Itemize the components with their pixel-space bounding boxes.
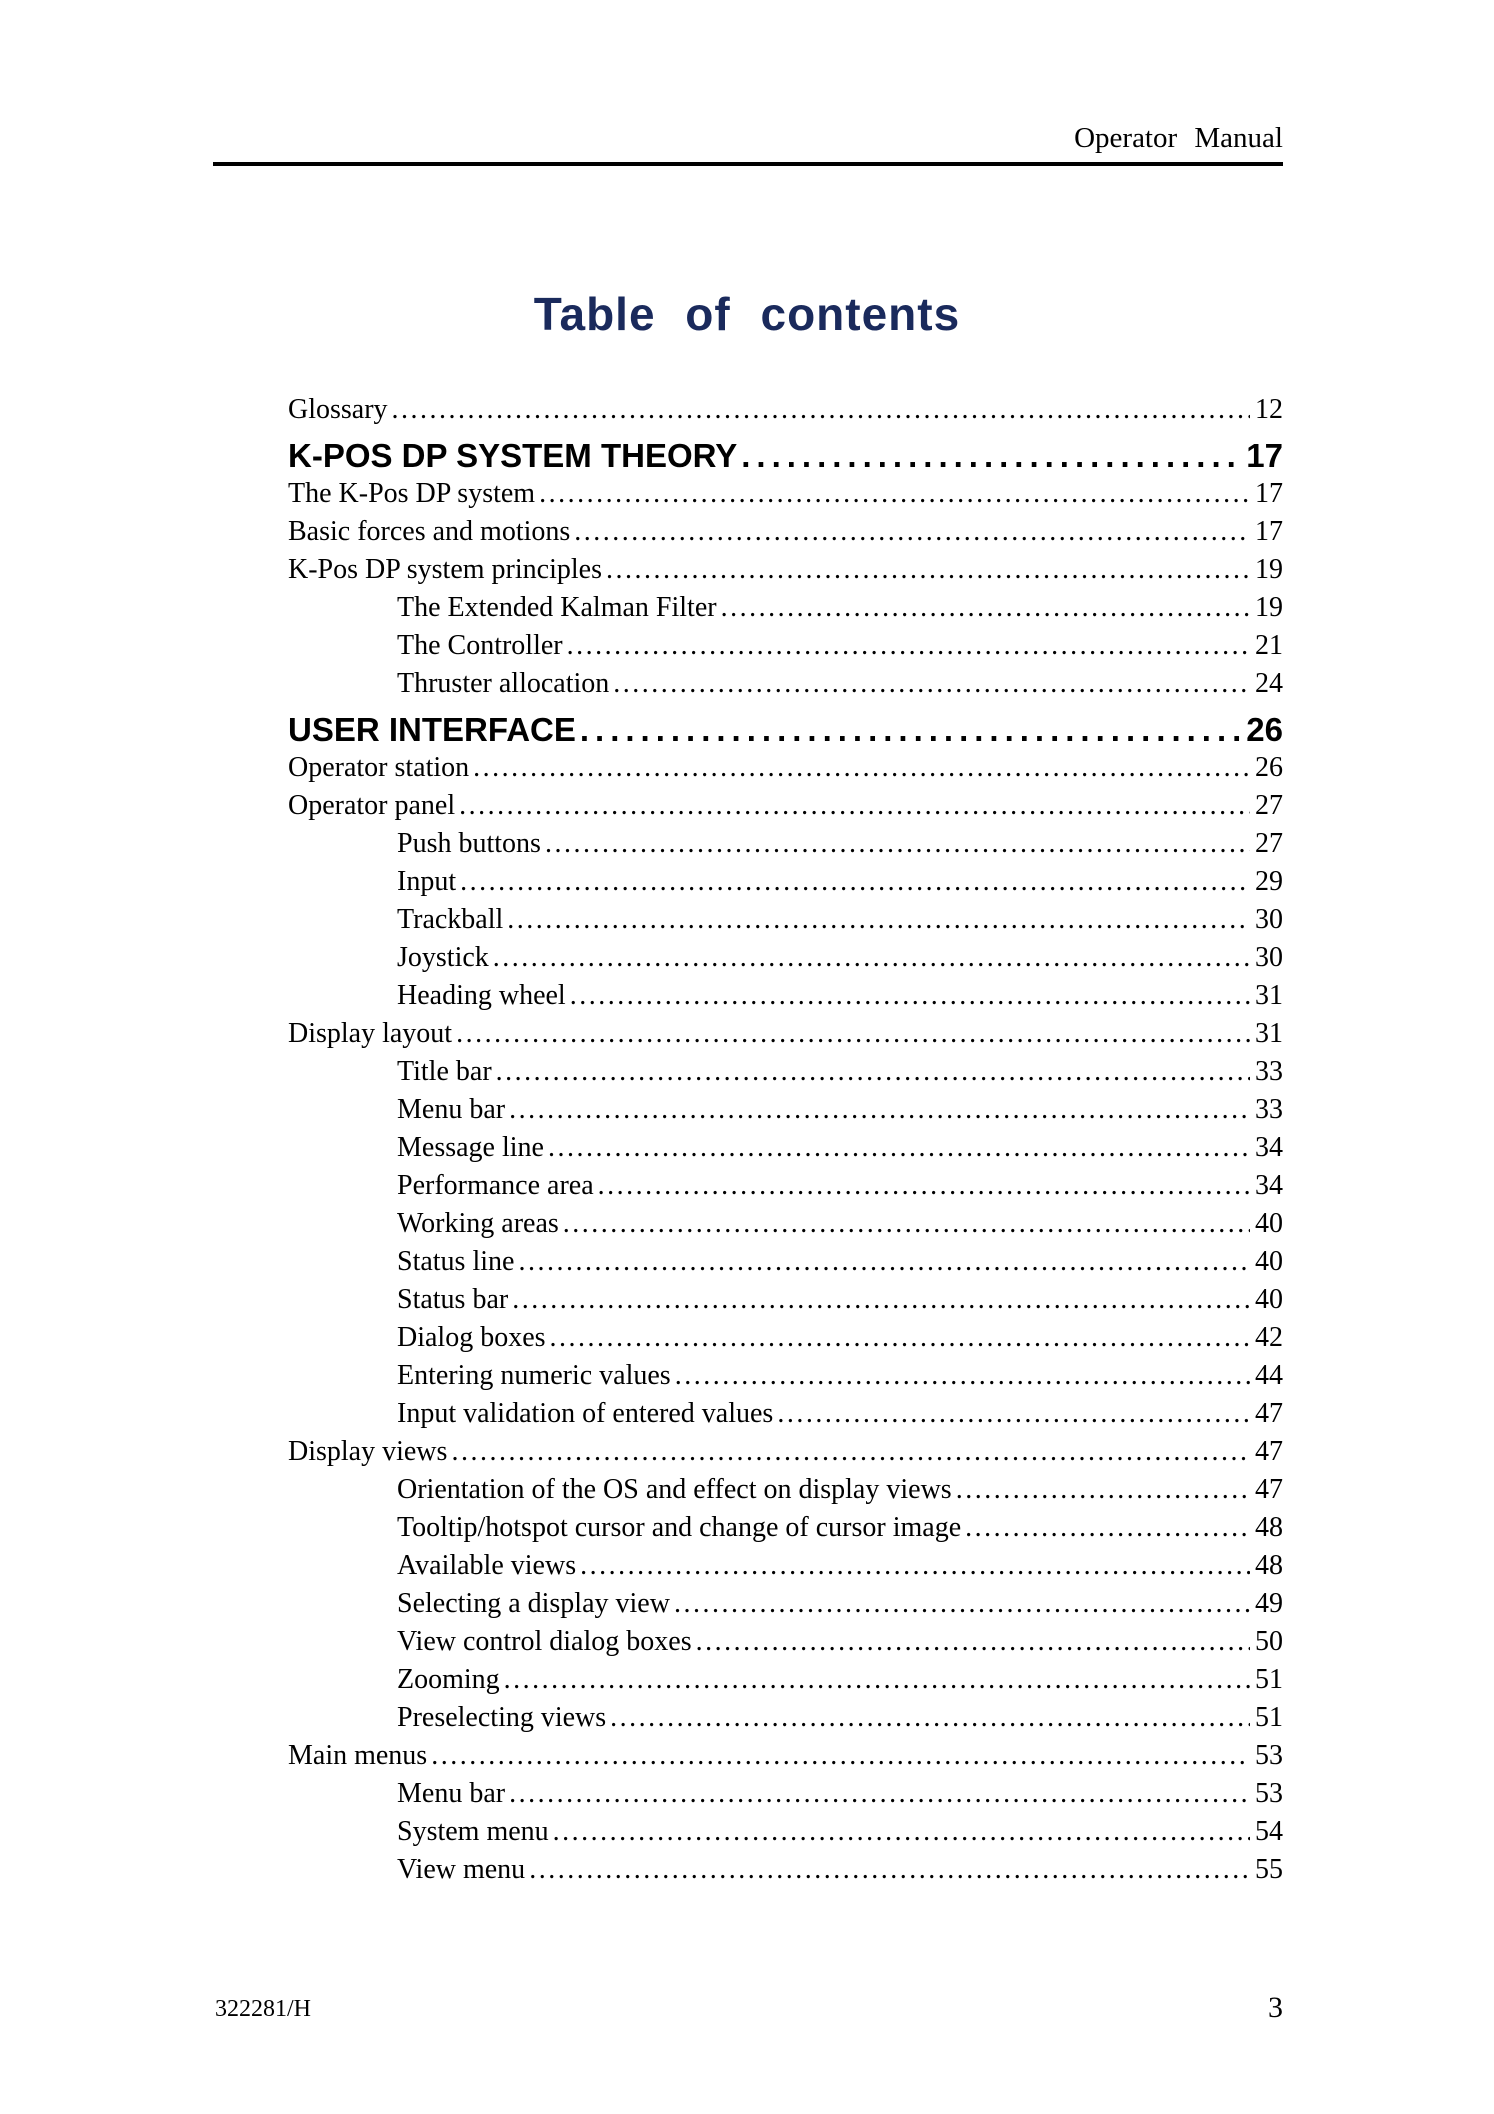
toc-entry: [288, 665, 1283, 703]
toc-entry: [288, 1851, 1283, 1889]
toc-entry-page: 33: [1255, 1094, 1283, 1125]
toc-entry-label: Title bar: [397, 1056, 492, 1087]
dot-leader: [674, 1585, 1250, 1623]
toc-entry: [288, 1661, 1283, 1699]
toc-entry-label: K-Pos DP system principles: [288, 554, 602, 585]
toc-entry-page: 51: [1255, 1702, 1283, 1733]
toc-entry-page: 55: [1255, 1854, 1283, 1885]
dot-leader: [741, 437, 1241, 475]
dot-leader: [459, 787, 1250, 825]
toc-entry-label: The Controller: [397, 630, 563, 661]
toc-entry-page: 48: [1255, 1550, 1283, 1581]
toc-entry: [288, 711, 1283, 749]
toc-entry-label: Input: [397, 866, 457, 897]
toc-entry: [288, 1547, 1283, 1585]
toc-entry: [288, 1167, 1283, 1205]
toc-entry: [288, 1395, 1283, 1433]
toc-entry-label: Selecting a display view: [397, 1588, 670, 1619]
toc-entry: [288, 1813, 1283, 1851]
toc-entry: [288, 1585, 1283, 1623]
toc-entry-label: The K-Pos DP system: [288, 478, 536, 509]
toc-entry-page: 51: [1255, 1664, 1283, 1695]
toc-entry-page: 47: [1255, 1398, 1283, 1429]
dot-leader: [956, 1471, 1250, 1509]
toc-entry-page: 29: [1255, 866, 1283, 897]
dot-leader: [675, 1357, 1250, 1395]
toc-entry-page: 12: [1255, 394, 1283, 425]
toc-entry: [288, 1091, 1283, 1129]
toc-entry-label: View control dialog boxes: [397, 1626, 692, 1657]
toc-entry-page: 19: [1255, 592, 1283, 623]
toc-entry-page: 48: [1255, 1512, 1283, 1543]
toc-entry-label: K-POS DP SYSTEM THEORY: [288, 437, 738, 474]
toc-entry-page: 40: [1255, 1208, 1283, 1239]
toc-entry: [288, 589, 1283, 627]
toc-entry-page: 33: [1255, 1056, 1283, 1087]
toc-entry-label: Joystick: [397, 942, 489, 973]
dot-leader: [473, 749, 1250, 787]
dot-leader: [580, 1547, 1250, 1585]
toc-entry-page: 34: [1255, 1132, 1283, 1163]
dot-leader: [553, 1813, 1250, 1851]
toc-entry-page: 24: [1255, 668, 1283, 699]
toc-entry: [288, 1319, 1283, 1357]
toc-entry-label: USER INTERFACE: [288, 711, 576, 748]
toc-entry-page: 47: [1255, 1436, 1283, 1467]
toc-entry: [288, 1623, 1283, 1661]
dot-leader: [965, 1509, 1250, 1547]
toc-entry: [288, 901, 1283, 939]
dot-leader: [721, 589, 1250, 627]
dot-leader: [539, 475, 1250, 513]
dot-leader: [696, 1623, 1250, 1661]
table-of-contents: [288, 391, 1283, 1889]
toc-entry-label: Glossary: [288, 394, 388, 425]
toc-entry-label: System menu: [397, 1816, 549, 1847]
toc-entry-label: Tooltip/hotspot cursor and change of cursor image: [397, 1512, 962, 1543]
toc-entry: [288, 1281, 1283, 1319]
toc-entry: [288, 1243, 1283, 1281]
toc-entry-label: Operator panel: [288, 790, 456, 821]
footer-page-number: 3: [1268, 1991, 1283, 2024]
toc-entry: [288, 1129, 1283, 1167]
page-title: Table of contents: [533, 288, 961, 340]
toc-entry: [288, 1775, 1283, 1813]
dot-leader: [548, 1129, 1250, 1167]
toc-entry: [288, 977, 1283, 1015]
toc-entry: [288, 1471, 1283, 1509]
toc-entry-page: 19: [1255, 554, 1283, 585]
toc-entry-label: Trackball: [397, 904, 504, 935]
toc-entry-page: 40: [1255, 1246, 1283, 1277]
toc-entry: [288, 1015, 1283, 1053]
toc-entry-page: 30: [1255, 942, 1283, 973]
toc-entry-page: 40: [1255, 1284, 1283, 1315]
dot-leader: [431, 1737, 1250, 1775]
dot-leader: [606, 551, 1250, 589]
dot-leader: [777, 1395, 1250, 1433]
footer-document-number: 322281/H: [215, 1996, 311, 2022]
dot-leader: [493, 939, 1250, 977]
dot-leader: [610, 1699, 1250, 1737]
toc-entry-page: 17: [1255, 478, 1283, 509]
toc-entry-page: 26: [1255, 752, 1283, 783]
toc-entry-label: Performance area: [397, 1170, 594, 1201]
toc-entry-label: Display views: [288, 1436, 448, 1467]
toc-entry-label: Heading wheel: [397, 980, 566, 1011]
toc-entry-label: Status line: [397, 1246, 515, 1277]
dot-leader: [460, 863, 1250, 901]
toc-entry-label: Display layout: [288, 1018, 453, 1049]
toc-entry-page: 54: [1255, 1816, 1283, 1847]
toc-entry-page: 44: [1255, 1360, 1283, 1391]
toc-entry-label: Orientation of the OS and effect on display views: [397, 1474, 952, 1505]
toc-entry-label: Menu bar: [397, 1778, 506, 1809]
toc-entry-label: Dialog boxes: [397, 1322, 546, 1353]
toc-entry: [288, 437, 1283, 475]
toc-entry: [288, 1053, 1283, 1091]
toc-entry-label: Thruster allocation: [397, 668, 610, 699]
toc-entry-label: Entering numeric values: [397, 1360, 671, 1391]
toc-entry-page: 31: [1255, 980, 1283, 1011]
dot-leader: [518, 1243, 1250, 1281]
toc-entry-page: 42: [1255, 1322, 1283, 1353]
toc-entry-page: 53: [1255, 1778, 1283, 1809]
dot-leader: [598, 1167, 1250, 1205]
toc-entry-page: 17: [1246, 437, 1283, 474]
dot-leader: [509, 1775, 1250, 1813]
toc-entry: [288, 825, 1283, 863]
dot-leader: [456, 1015, 1250, 1053]
toc-entry-label: Status bar: [397, 1284, 509, 1315]
toc-entry: [288, 1737, 1283, 1775]
toc-entry-label: Working areas: [397, 1208, 559, 1239]
dot-leader: [550, 1319, 1250, 1357]
toc-entry-page: 49: [1255, 1588, 1283, 1619]
toc-entry: [288, 939, 1283, 977]
toc-entry-label: View menu: [397, 1854, 526, 1885]
toc-entry: [288, 391, 1283, 429]
toc-entry: [288, 551, 1283, 589]
toc-entry-page: 17: [1255, 516, 1283, 547]
toc-entry: [288, 1509, 1283, 1547]
dot-leader: [507, 901, 1250, 939]
toc-entry: [288, 627, 1283, 665]
dot-leader: [512, 1281, 1250, 1319]
dot-leader: [451, 1433, 1250, 1471]
dot-leader: [509, 1091, 1250, 1129]
toc-entry-page: 34: [1255, 1170, 1283, 1201]
toc-entry: [288, 1205, 1283, 1243]
toc-entry-label: The Extended Kalman Filter: [397, 592, 717, 623]
toc-entry-label: Preselecting views: [397, 1702, 607, 1733]
header-rule: [213, 162, 1283, 166]
dot-leader: [613, 665, 1250, 703]
toc-entry-label: Main menus: [288, 1740, 428, 1771]
toc-entry-page: 30: [1255, 904, 1283, 935]
toc-entry: [288, 787, 1283, 825]
toc-entry: [288, 863, 1283, 901]
dot-leader: [504, 1661, 1250, 1699]
toc-entry: [288, 1357, 1283, 1395]
dot-leader: [570, 977, 1250, 1015]
toc-entry-page: 53: [1255, 1740, 1283, 1771]
toc-entry-page: 27: [1255, 828, 1283, 859]
toc-entry: [288, 1699, 1283, 1737]
header-title: Operator Manual: [1074, 122, 1283, 154]
dot-leader: [574, 513, 1250, 551]
toc-entry-label: Basic forces and motions: [288, 516, 571, 547]
toc-entry-label: Menu bar: [397, 1094, 506, 1125]
toc-entry-label: Zooming: [397, 1664, 500, 1695]
toc-entry: [288, 513, 1283, 551]
dot-leader: [496, 1053, 1250, 1091]
toc-entry-page: 50: [1255, 1626, 1283, 1657]
dot-leader: [563, 1205, 1250, 1243]
toc-entry-label: Message line: [397, 1132, 544, 1163]
toc-entry-label: Available views: [397, 1550, 577, 1581]
dot-leader: [567, 627, 1250, 665]
toc-entry: [288, 1433, 1283, 1471]
toc-entry-page: 27: [1255, 790, 1283, 821]
dot-leader: [545, 825, 1250, 863]
dot-leader: [580, 711, 1241, 749]
toc-entry: [288, 475, 1283, 513]
toc-entry-label: Input validation of entered values: [397, 1398, 774, 1429]
toc-entry-page: 21: [1255, 630, 1283, 661]
toc-entry-page: 31: [1255, 1018, 1283, 1049]
dot-leader: [529, 1851, 1250, 1889]
toc-entry-label: Push buttons: [397, 828, 541, 859]
toc-entry: [288, 749, 1283, 787]
dot-leader: [392, 391, 1250, 429]
toc-entry-label: Operator station: [288, 752, 470, 783]
toc-entry-page: 47: [1255, 1474, 1283, 1505]
toc-entry-page: 26: [1246, 711, 1283, 748]
